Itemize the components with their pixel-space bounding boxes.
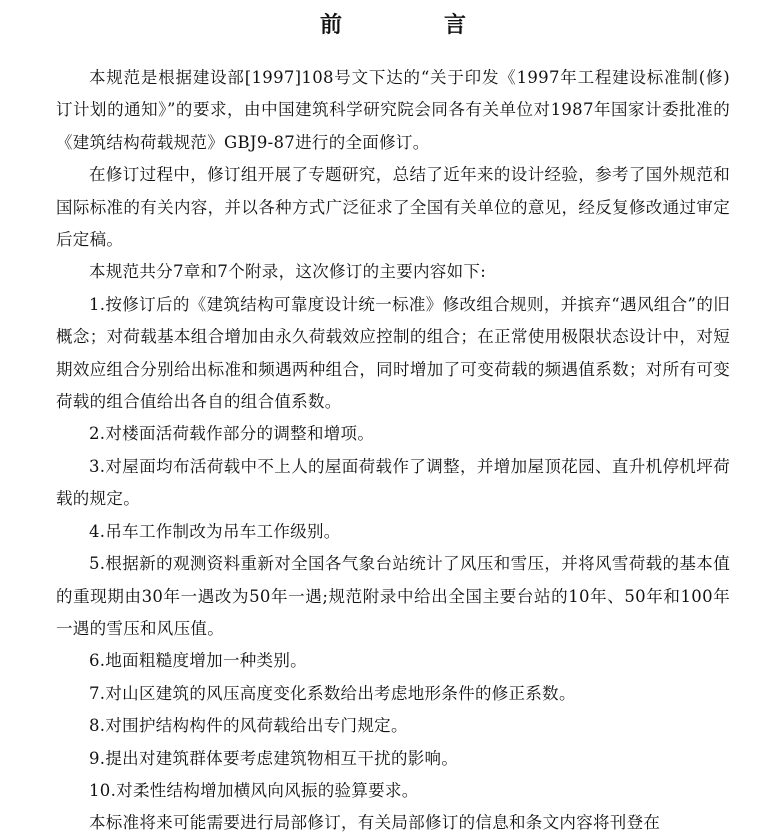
list-item-3: 3.对屋面均布活荷载中不上人的屋面荷载作了调整，并增加屋顶花园、直升机停机坪荷载的规定。	[56, 456, 730, 509]
list-item-5: 5.根据新的观测资料重新对全国各气象台站统计了风压和雪压，并将风雪荷载的基本值的重现期由30年一遇改为50年一遇;规范附录中给出全国主要台站的10年、50年和100年一遇的雪压和风压值。	[56, 554, 730, 638]
page-title: 前 言	[319, 12, 506, 38]
list-item-8: 8.对围护结构构件的风荷载给出专门规定。	[89, 716, 408, 736]
document-body	[56, 62, 730, 840]
paragraph-process: 在修订过程中，修订组开展了专题研究，总结了近年来的设计经验，参考了国外规范和国际标准的有关内容，并以各种方式广泛征求了全国有关单位的意见，经反复修改通过审定后定稿。	[56, 165, 730, 250]
paragraph-closing: 本标准将来可能需要进行局部修订，有关局部修订的信息和条文内容将刊登在	[89, 813, 661, 833]
list-item-1: 1.按修订后的《建筑结构可靠度设计统一标准》修改组合规则，并摈弃“遇风组合”的旧概念；对荷载基本组合增加由永久荷载效应控制的组合；在正常使用极限状态设计中，对短期效应组合分别给出标准和频遇两种组合，同时增加了可变荷载的频遇值系数；对所有可变荷载的组合值给出各自的组合值系数。	[56, 294, 730, 412]
list-item-6: 6.地面粗糙度增加一种类别。	[89, 651, 307, 671]
list-item-7: 7.对山区建筑的风压高度变化系数给出考虑地形条件的修正系数。	[89, 683, 576, 703]
list-item-2: 2.对楼面活荷载作部分的调整和增项。	[89, 424, 375, 444]
list-item-9: 9.提出对建筑群体要考虑建筑物相互干扰的影响。	[89, 748, 459, 768]
paragraph-summary: 本规范共分7章和7个附录，这次修订的主要内容如下:	[89, 262, 487, 282]
list-item-4: 4.吊车工作制改为吊车工作级别。	[89, 521, 341, 541]
list-item-10: 10.对柔性结构增加横风向风振的验算要求。	[89, 780, 419, 800]
paragraph-intro: 本规范是根据建设部[1997]108号文下达的“关于印发《1997年工程建设标准制(修)订计划的通知》”的要求，由中国建筑科学研究院会同各有关单位对1987年国家计委批准的《建筑结构荷载规范》GBJ9-87进行的全面修订。	[56, 68, 730, 152]
